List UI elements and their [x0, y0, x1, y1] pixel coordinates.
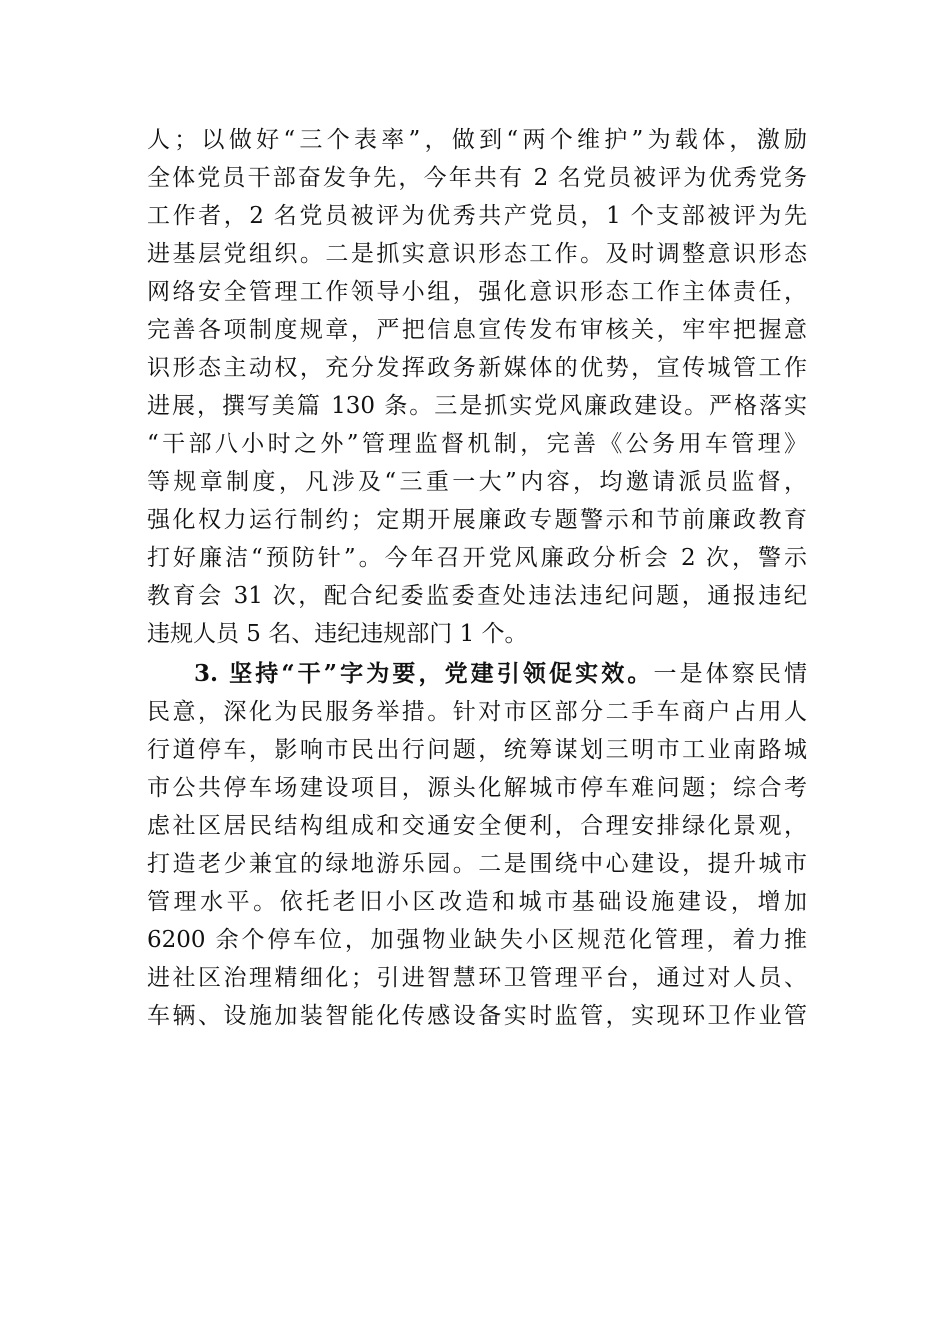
paragraph-line: 进社区治理精细化；引进智慧环卫管理平台，通过对人员、: [147, 965, 807, 991]
paragraph-line: 虑社区居民结构组成和交通安全便利，合理安排绿化景观，: [147, 813, 807, 839]
paragraph-line: 打造老少兼宜的绿地游乐园。二是围绕中心建设，提升城市: [147, 851, 807, 877]
paragraph-line: 工作者，2 名党员被评为优秀共产党员，1 个支部被评为先: [147, 203, 807, 229]
section-heading: 3. 坚持“干”字为要，党建引领促实效。: [194, 660, 654, 687]
paragraph-line: 车辆、设施加装智能化传感设备实时监管，实现环卫作业管: [147, 1003, 807, 1029]
paragraph-line: 6200 余个停车位，加强物业缺失小区规范化管理，着力推: [147, 927, 807, 953]
paragraph-line: 管理水平。依托老旧小区改造和城市基础设施建设，增加: [147, 889, 807, 915]
paragraph-line: 民意，深化为民服务举措。针对市区部分二手车商户占用人: [147, 699, 807, 725]
paragraph-line: 全体党员干部奋发争先，今年共有 2 名党员被评为优秀党务: [147, 165, 807, 191]
paragraph-line: 行道停车，影响市民出行问题，统筹谋划三明市工业南路城: [147, 737, 807, 763]
paragraph-line: 市公共停车场建设项目，源头化解城市停车难问题；综合考: [147, 775, 807, 801]
paragraph-line: 强化权力运行制约；定期开展廉政专题警示和节前廉政教育: [147, 507, 807, 533]
paragraph-line: 等规章制度，凡涉及“三重一大”内容，均邀请派员监督，: [147, 469, 807, 495]
paragraph-line: 违规人员 5 名、违纪违规部门 1 个。: [147, 621, 528, 647]
paragraph-line: “干部八小时之外”管理监督机制，完善《公务用车管理》: [147, 431, 807, 457]
paragraph-line: 识形态主动权，充分发挥政务新媒体的优势，宣传城管工作: [147, 355, 807, 381]
paragraph-line: 人；以做好“三个表率”，做到“两个维护”为载体，激励: [147, 127, 807, 153]
paragraph-line: 进基层党组织。二是抓实意识形态工作。及时调整意识形态: [147, 241, 807, 267]
section-heading-rest: 一是体察民情: [653, 661, 807, 687]
paragraph-line: 进展，撰写美篇 130 条。三是抓实党风廉政建设。严格落实: [147, 393, 807, 419]
paragraph-line: 网络安全管理工作领导小组，强化意识形态工作主体责任，: [147, 279, 807, 305]
paragraph-line: 教育会 31 次，配合纪委监委查处违法违纪问题，通报违纪: [147, 583, 807, 609]
paragraph-line: 完善各项制度规章，严把信息宣传发布审核关，牢牢把握意: [147, 317, 807, 343]
section-heading-line: [194, 658, 807, 690]
paragraph-line: 打好廉洁“预防针”。今年召开党风廉政分析会 2 次，警示: [147, 545, 807, 571]
